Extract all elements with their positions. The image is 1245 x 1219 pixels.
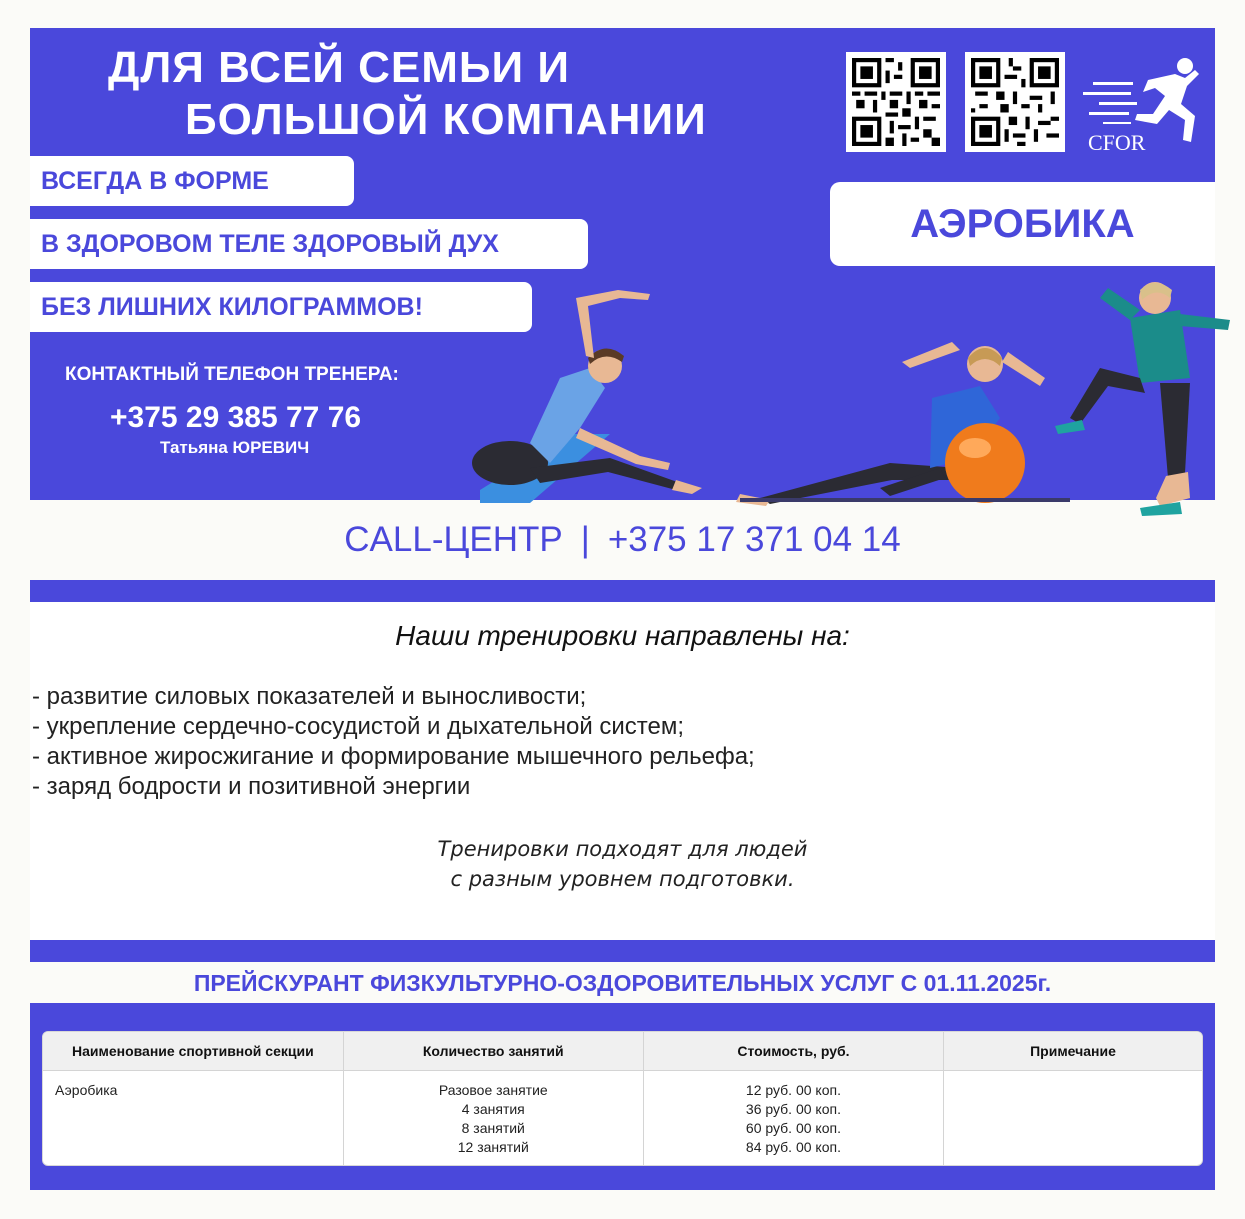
divider-band-top xyxy=(30,580,1215,602)
fitball-woman-figure xyxy=(736,342,1070,506)
standing-woman-figure xyxy=(1055,282,1230,516)
column-header-note: Примечание xyxy=(944,1032,1202,1070)
qr-code-icon[interactable] xyxy=(965,52,1065,152)
headline-line-2: БОЛЬШОЙ КОМПАНИИ xyxy=(185,95,707,144)
session-option: 8 занятий xyxy=(461,1119,525,1136)
slogan-pill-2: В ЗДОРОВОМ ТЕЛЕ ЗДОРОВЫЙ ДУХ xyxy=(30,219,588,269)
suitability-note xyxy=(30,834,1215,894)
slogan-pill-1: ВСЕГДА В ФОРМЕ xyxy=(30,156,354,206)
info-title: Наши тренировки направлены на: xyxy=(395,620,850,651)
price-value: 36 руб. 00 коп. xyxy=(745,1100,841,1117)
call-center-phone[interactable]: +375 17 371 04 14 xyxy=(607,520,901,559)
column-header-sessions: Количество занятий xyxy=(343,1032,643,1070)
price-list-box xyxy=(30,1003,1215,1190)
headline-line-1: ДЛЯ ВСЕЙ СЕМЬИ И xyxy=(108,43,571,92)
price-table xyxy=(43,1032,1202,1166)
stretching-woman-figure xyxy=(472,290,702,494)
qr-code-icon[interactable] xyxy=(846,52,946,152)
logo-text: CFOR xyxy=(1088,130,1146,155)
list-item: - развитие силовых показателей и выносливости; xyxy=(32,683,587,710)
list-item: - заряд бодрости и позитивной энергии xyxy=(32,773,471,800)
session-option: 12 занятий xyxy=(457,1138,529,1155)
price-value: 84 руб. 00 коп. xyxy=(745,1138,841,1155)
price-value: 12 руб. 00 коп. xyxy=(745,1081,841,1098)
cell-price xyxy=(643,1070,943,1166)
contact-title: КОНТАКТНЫЙ ТЕЛЕФОН ТРЕНЕРА: xyxy=(65,364,399,385)
price-value: 60 руб. 00 коп. xyxy=(745,1119,841,1136)
table-header-row xyxy=(43,1032,1202,1070)
slogan-pill-3: БЕЗ ЛИШНИХ КИЛОГРАММОВ! xyxy=(30,282,532,332)
cell-sessions xyxy=(343,1070,643,1166)
price-table-wrapper xyxy=(42,1031,1203,1166)
cell-section: Аэробика xyxy=(43,1070,343,1166)
trainer-name: Татьяна ЮРЕВИЧ xyxy=(160,438,310,457)
fitness-women-illustration xyxy=(440,258,1245,558)
qr-code-1-graphic xyxy=(852,58,940,146)
table-row xyxy=(43,1070,1202,1166)
price-list-title: ПРЕЙСКУРАНТ ФИЗКУЛЬТУРНО-ОЗДОРОВИТЕЛЬНЫХ УСЛУГ С 01.11.2025г. xyxy=(193,970,1052,996)
divider-band-bottom xyxy=(30,940,1215,962)
call-center-label: CALL-ЦЕНТР xyxy=(344,520,563,559)
session-option: 4 занятия xyxy=(461,1100,525,1117)
benefits-list xyxy=(32,682,755,802)
note-line-2: с разным уровнем подготовки. xyxy=(450,867,795,891)
note-line-1: Тренировки подходят для людей xyxy=(437,837,808,861)
cell-note xyxy=(944,1070,1202,1166)
list-item: - активное жиросжигание и формирование мышечного рельефа; xyxy=(32,743,755,770)
column-header-section: Наименование спортивной секции xyxy=(43,1032,343,1070)
trainer-phone[interactable]: +375 29 385 77 76 xyxy=(110,401,362,434)
qr-code-2-graphic xyxy=(971,58,1059,146)
call-center-separator: | xyxy=(580,520,590,559)
session-option: Разовое занятие xyxy=(438,1081,548,1098)
section-title: АЭРОБИКА xyxy=(830,182,1215,266)
call-center-row xyxy=(0,520,1245,560)
column-header-price: Стоимость, руб. xyxy=(643,1032,943,1070)
training-info-panel xyxy=(30,602,1215,940)
list-item: - укрепление сердечно-сосудистой и дыхательной систем; xyxy=(32,713,685,740)
